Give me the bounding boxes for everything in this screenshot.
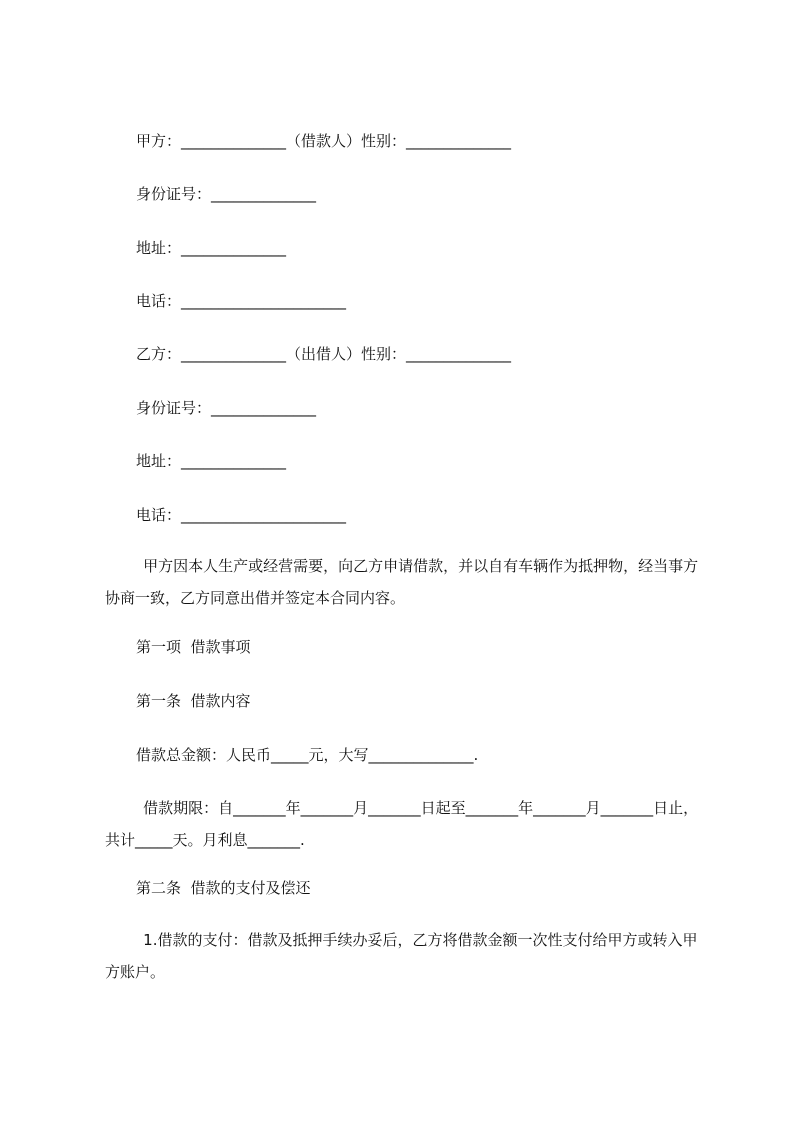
- party-a-address-line: 地址：______________: [136, 239, 287, 257]
- payment-paragraph: 1.借款的支付：借款及抵押手续办妥后，乙方将借款金额一次性支付给甲方或转入甲方账户。: [105, 931, 698, 981]
- party-b-address-line: 地址：______________: [136, 452, 287, 470]
- intro-paragraph: 甲方因本人生产或经营需要，向乙方申请借款，并以自有车辆作为抵押物，经当事方协商一致，乙方同意出借并签定本合同内容。: [105, 557, 699, 607]
- loan-total-line: 借款总金额：人民币_____元，大写______________.: [136, 746, 479, 764]
- party-b-phone-line: 电话：______________________: [136, 506, 347, 524]
- party-b-id-line: 身份证号：______________: [136, 399, 317, 417]
- party-b-line: 乙方：______________（出借人）性别：______________: [136, 345, 512, 363]
- loan-term-paragraph: 借款期限：自_______年_______月_______日起至_______年_______月_______日止，共计_____天。月利息_______.: [105, 799, 699, 849]
- party-a-phone-line: 电话：______________________: [136, 292, 347, 310]
- party-a-line: 甲方：______________（借款人）性别：______________: [136, 132, 512, 150]
- party-a-id-line: 身份证号：______________: [136, 185, 317, 203]
- section-heading: 第一项 借款事项: [136, 638, 251, 656]
- article-heading: 第一条 借款内容: [136, 692, 251, 710]
- article-heading: 第二条 借款的支付及偿还: [136, 879, 311, 897]
